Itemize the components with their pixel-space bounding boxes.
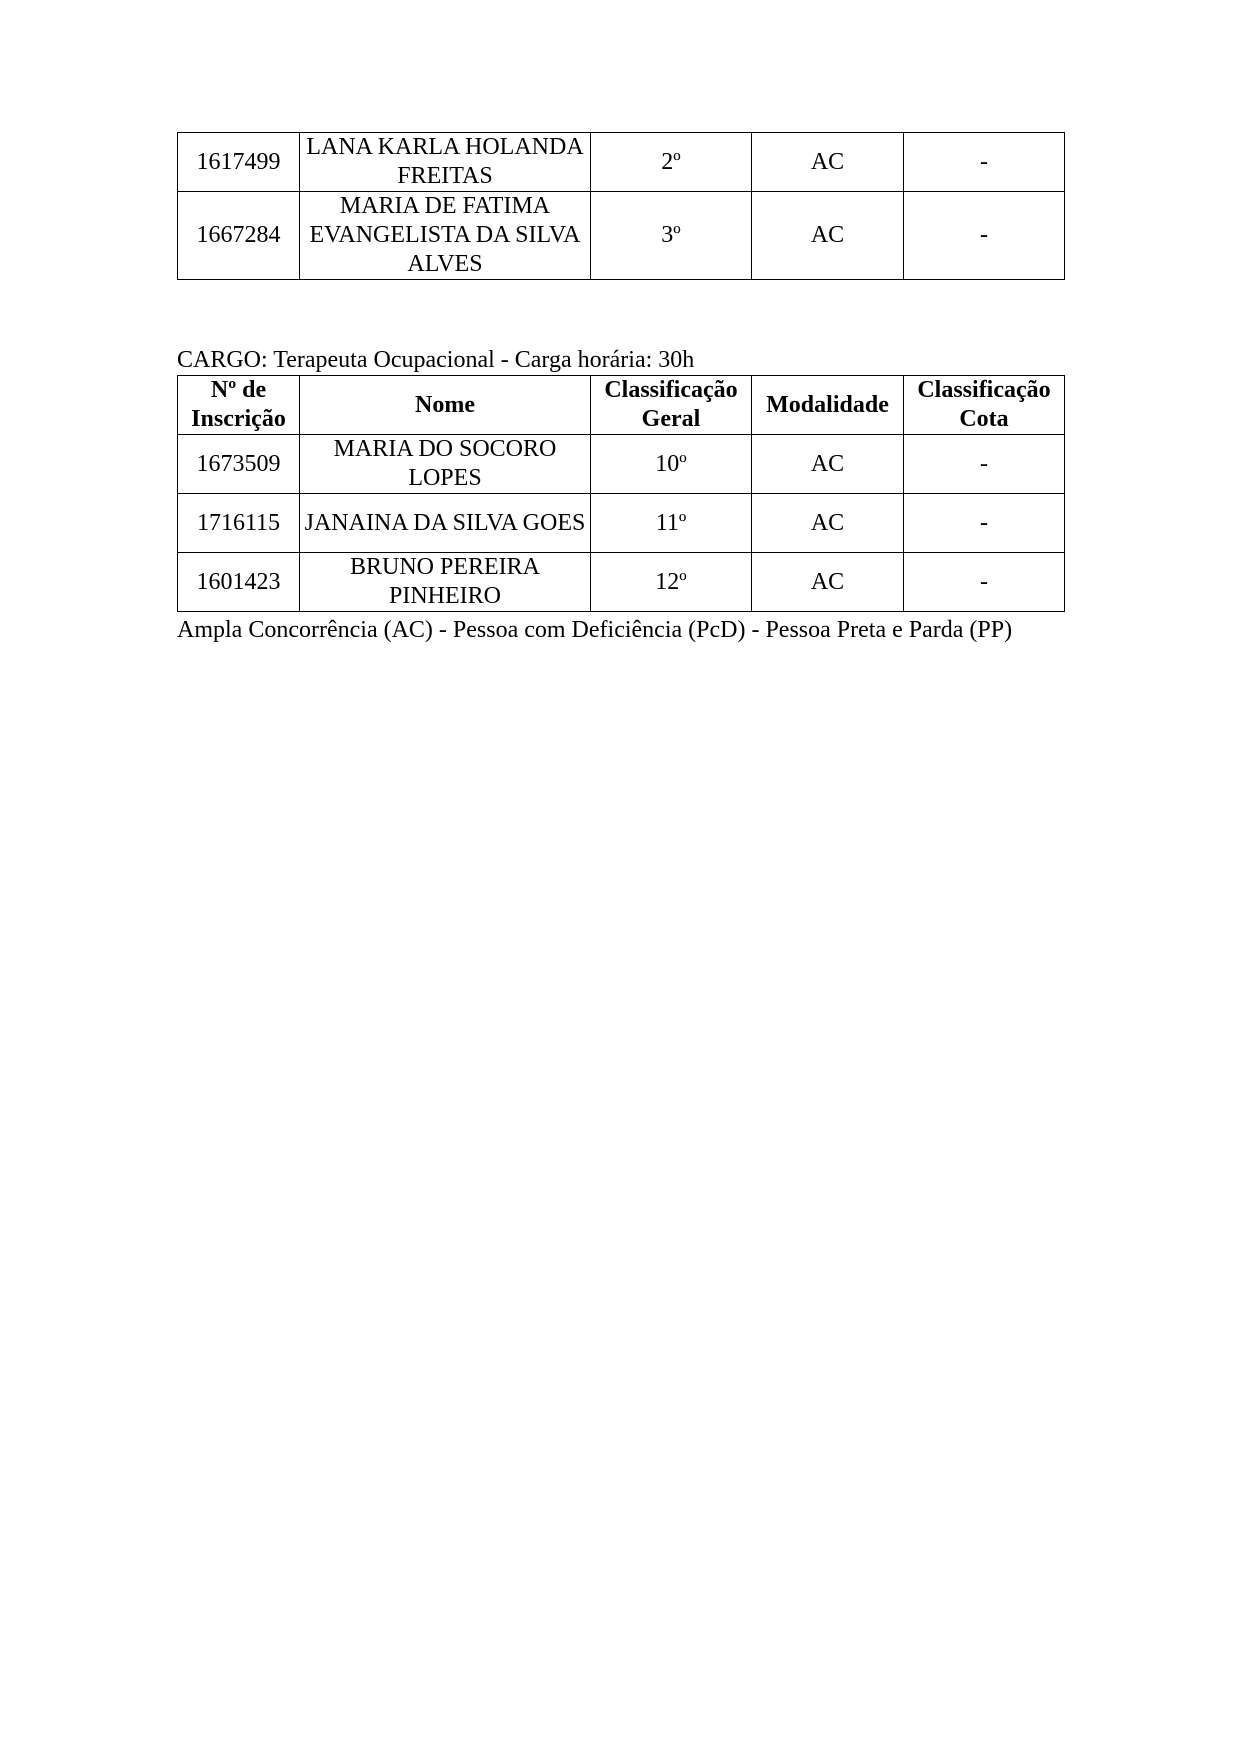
table-row bbox=[178, 133, 1065, 192]
header-inscricao: Nº de Inscrição bbox=[178, 376, 300, 435]
table-row bbox=[178, 435, 1065, 494]
classificacao-geral-cell: 2º bbox=[591, 133, 752, 192]
nome-cell: MARIA DE FATIMA EVANGELISTA DA SILVA ALVES bbox=[300, 192, 591, 280]
table-header-row bbox=[178, 376, 1065, 435]
classificacao-cota-cell: - bbox=[904, 494, 1065, 553]
header-classificacao-cota: Classificação Cota bbox=[904, 376, 1065, 435]
classificacao-geral-cell: 10º bbox=[591, 435, 752, 494]
nome-cell: BRUNO PEREIRA PINHEIRO bbox=[300, 553, 591, 612]
nome-cell: MARIA DO SOCORO LOPES bbox=[300, 435, 591, 494]
results-table bbox=[177, 375, 1065, 612]
classificacao-cota-cell: - bbox=[904, 553, 1065, 612]
table-row bbox=[178, 192, 1065, 280]
classificacao-cota-cell: - bbox=[904, 133, 1065, 192]
header-nome: Nome bbox=[300, 376, 591, 435]
table-row bbox=[178, 494, 1065, 553]
classificacao-geral-cell: 3º bbox=[591, 192, 752, 280]
cargo-heading: CARGO: Terapeuta Ocupacional - Carga horária: 30h bbox=[177, 347, 695, 373]
nome-cell: JANAINA DA SILVA GOES bbox=[300, 494, 591, 553]
inscricao-cell: 1667284 bbox=[178, 192, 300, 280]
modalidade-cell: AC bbox=[752, 133, 904, 192]
classificacao-geral-cell: 11º bbox=[591, 494, 752, 553]
inscricao-cell: 1673509 bbox=[178, 435, 300, 494]
nome-cell: LANA KARLA HOLANDA FREITAS bbox=[300, 133, 591, 192]
header-modalidade: Modalidade bbox=[752, 376, 904, 435]
modalidade-cell: AC bbox=[752, 435, 904, 494]
modalidade-cell: AC bbox=[752, 192, 904, 280]
results-table-continued bbox=[177, 132, 1065, 280]
table-row bbox=[178, 553, 1065, 612]
inscricao-cell: 1601423 bbox=[178, 553, 300, 612]
header-classificacao-geral: Classificação Geral bbox=[591, 376, 752, 435]
classificacao-cota-cell: - bbox=[904, 435, 1065, 494]
modalidade-cell: AC bbox=[752, 553, 904, 612]
classificacao-cota-cell: - bbox=[904, 192, 1065, 280]
inscricao-cell: 1716115 bbox=[178, 494, 300, 553]
modalidade-cell: AC bbox=[752, 494, 904, 553]
legend-note: Ampla Concorrência (AC) - Pessoa com Deficiência (PcD) - Pessoa Preta e Parda (PP) bbox=[177, 617, 1013, 643]
inscricao-cell: 1617499 bbox=[178, 133, 300, 192]
classificacao-geral-cell: 12º bbox=[591, 553, 752, 612]
